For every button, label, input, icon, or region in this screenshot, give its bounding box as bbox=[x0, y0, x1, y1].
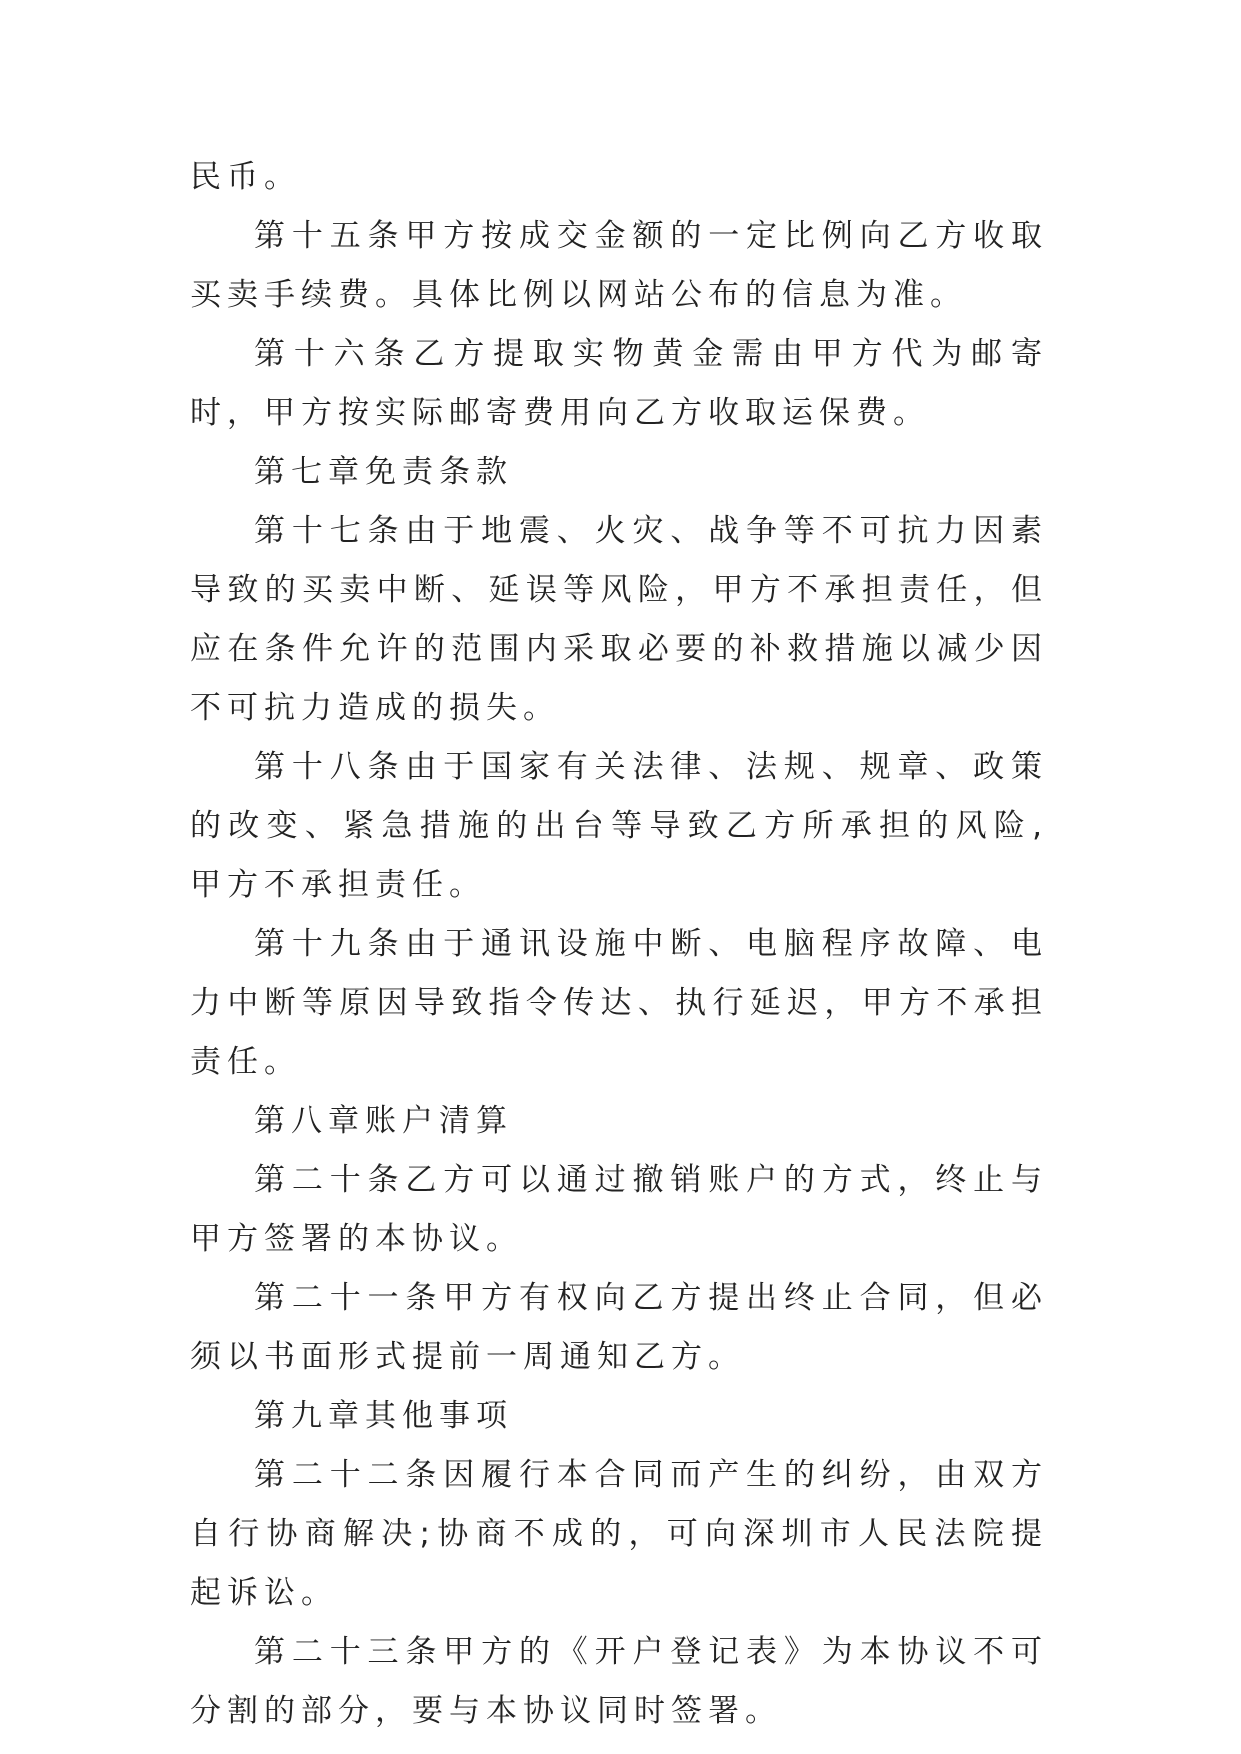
chapter-9-heading: 第九章其他事项 bbox=[254, 1398, 513, 1434]
article-17: 第十七条由于地震、火灾、战争等不可抗力因素导致的买卖中断、延误等风险，甲方不承担责任，但应在条件允许的范围内采取必要的补救措施以减少因不可抗力造成的损失。 bbox=[190, 513, 1048, 726]
article-15: 第十五条甲方按成交金额的一定比例向乙方收取买卖手续费。具体比例以网站公布的信息为准。 bbox=[190, 218, 1048, 313]
article-18: 第十八条由于国家有关法律、法规、规章、政策的改变、紧急措施的出台等导致乙方所承担的风险,甲方不承担责任。 bbox=[190, 749, 1048, 903]
chapter-8-heading: 第八章账户清算 bbox=[254, 1103, 513, 1139]
chapter-7-heading: 第七章免责条款 bbox=[254, 454, 513, 490]
article-16: 第十六条乙方提取实物黄金需由甲方代为邮寄时，甲方按实际邮寄费用向乙方收取运保费。 bbox=[190, 336, 1048, 431]
article-23: 第二十三条甲方的《开户登记表》为本协议不可分割的部分，要与本协议同时签署。 bbox=[190, 1634, 1048, 1729]
article-22: 第二十二条因履行本合同而产生的纠纷，由双方自行协商解决;协商不成的，可向深圳市人民法院提起诉讼。 bbox=[190, 1457, 1048, 1611]
article-19: 第十九条由于通讯设施中断、电脑程序故障、电力中断等原因导致指令传达、执行延迟，甲方不承担责任。 bbox=[190, 926, 1048, 1080]
article-21: 第二十一条甲方有权向乙方提出终止合同，但必须以书面形式提前一周通知乙方。 bbox=[190, 1280, 1048, 1375]
paragraph-continuation: 民币。 bbox=[190, 159, 301, 195]
article-20: 第二十条乙方可以通过撤销账户的方式，终止与甲方签署的本协议。 bbox=[190, 1162, 1048, 1257]
document-body bbox=[190, 148, 1048, 1741]
